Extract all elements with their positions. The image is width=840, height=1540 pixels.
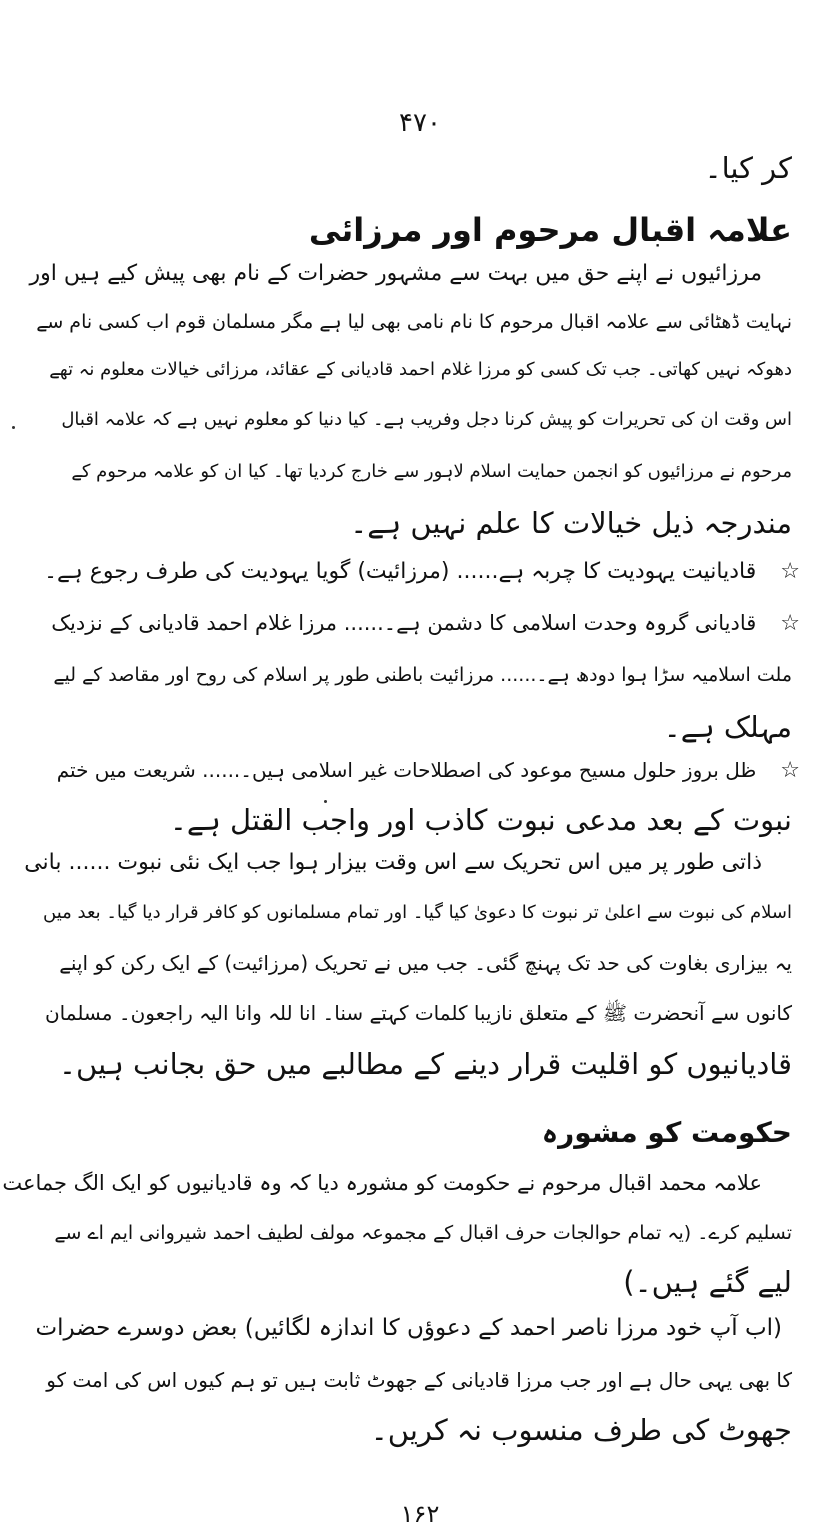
para4-line-2: کا بھی یہی حال ہے اور جب مرزا قادیانی کے جھوٹ ثابت ہیں تو ہم کیوں اس کی امت کو <box>46 1368 792 1392</box>
para3-line-3: لیے گئے ہیں۔) <box>623 1265 792 1299</box>
para2-line-3: یہ بیزاری بغاوت کی حد تک پہنچ گئی۔ جب میں نے تحریک (مرزائیت) کے ایک رکن کو اپنے <box>59 951 792 975</box>
bullet-item-1 <box>44 552 800 592</box>
scan-speck <box>324 800 327 803</box>
para3-line-2: تسلیم کرے۔ (یہ تمام حوالجات حرف اقبال کے مجموعہ مولف لطیف احمد شیروانی ایم اے سے <box>54 1222 792 1244</box>
star-bullet-icon: ☆ <box>780 758 800 783</box>
bullet-item-3 <box>57 750 800 791</box>
star-bullet-icon: ☆ <box>780 611 800 636</box>
bullet2-cont-line-2: مہلک ہے۔ <box>663 710 792 744</box>
opening-line: کر کیا۔ <box>704 151 792 185</box>
para1-line-3: دھوکہ نہیں کھاتی۔ جب تک کسی کو مرزا غلام احمد قادیانی کے عقائد، مرزائی خیالات معلوم نہ تھے <box>49 359 792 380</box>
para1-line-4: اس وقت ان کی تحریرات کو پیش کرنا دجل وفریب ہے۔ کیا دنیا کو معلوم نہیں ہے کہ علامہ اقبال <box>61 409 792 430</box>
bullet-text-1: قادیانیت یہودیت کا چربہ ہے...... (مرزائیت) گویا یہودیت کی طرف رجوع ہے۔ <box>44 559 757 584</box>
para1-line-5: مرحوم نے مرزائیوں کو انجمن حمایت اسلام لاہور سے خارج کردیا تھا۔ کیا ان کو علامہ مرحوم کے <box>71 461 792 482</box>
para2-line-1: ذاتی طور پر میں اس تحریک سے اس وقت بیزار ہوا جب ایک نئی نبوت ...... بانی <box>24 850 762 875</box>
para4-line-3: جھوٹ کی طرف منسوب نہ کریں۔ <box>370 1413 792 1447</box>
bullet2-cont-line-1: ملت اسلامیہ سڑا ہوا دودھ ہے۔...... مرزائیت باطنی طور پر اسلام کی روح اور مقاصد کے لیے <box>53 664 792 686</box>
para2-line-5: قادیانیوں کو اقلیت قرار دینے کے مطالبے میں حق بجانب ہیں۔ <box>59 1047 792 1081</box>
bullet-item-2 <box>51 603 800 644</box>
bullet3-cont-line: نبوت کے بعد مدعی نبوت کاذب اور واجب القتل ہے۔ <box>169 803 792 837</box>
para1-line-1: مرزائیوں نے اپنے حق میں بہت سے مشہور حضرات کے نام بھی پیش کیے ہیں اور <box>29 261 762 286</box>
top-page-number: ۴۷۰ <box>399 108 441 138</box>
star-bullet-icon: ☆ <box>780 559 800 584</box>
bottom-page-number: ۱۶۲ <box>400 1500 440 1528</box>
bullet-text-3: ظل بروز حلول مسیح موعود کی اصطلاحات غیر اسلامی ہیں۔...... شریعت میں ختم <box>56 758 757 782</box>
para3-line-1: علامہ محمد اقبال مرحوم نے حکومت کو مشورہ دیا کہ وہ قادیانیوں کو ایک الگ جماعت <box>2 1171 762 1195</box>
bullet-text-2: قادیانی گروہ وحدت اسلامی کا دشمن ہے۔...... مرزا غلام احمد قادیانی کے نزدیک <box>51 611 757 635</box>
scan-speck <box>12 426 15 429</box>
section-heading-iqbal: علامہ اقبال مرحوم اور مرزائی <box>308 211 792 249</box>
section-heading-government: حکومت کو مشورہ <box>541 1116 792 1149</box>
para1-line-2: نہایت ڈھٹائی سے علامہ اقبال مرحوم کا نام نامی بھی لیا ہے مگر مسلمان قوم اب کسی نام سے <box>36 311 792 333</box>
para4-line-1: (اب آپ خود مرزا ناصر احمد کے دعوؤں کا اندازہ لگائیں) بعض دوسرے حضرات <box>35 1315 782 1341</box>
para1-line-6: مندرجہ ذیل خیالات کا علم نہیں ہے۔ <box>350 506 792 540</box>
para2-line-2: اسلام کی نبوت سے اعلیٰ تر نبوت کا دعویٰ کیا گیا۔ اور تمام مسلمانوں کو کافر قرار دیا گیا۔ بعد میں <box>43 902 792 923</box>
para2-line-4: کانوں سے آنحضرت ﷺ کے متعلق نازیبا کلمات کہتے سنا۔ انا للہ وانا الیہ راجعون۔ مسلمان <box>44 1001 792 1025</box>
